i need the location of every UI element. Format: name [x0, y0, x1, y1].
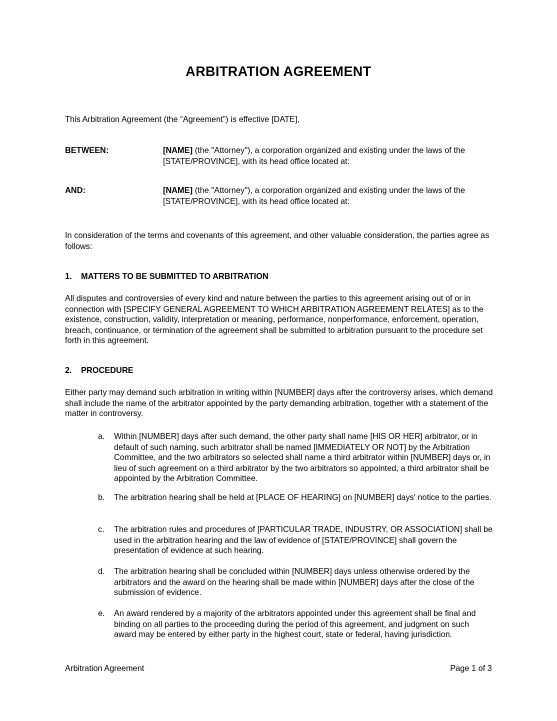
consideration-paragraph: In consideration of the terms and covenants of this agreement, and other valuable consideration, the parties agree as follows: [65, 231, 490, 251]
list-item-letter: d. [98, 567, 105, 576]
page-title: ARBITRATION AGREEMENT [185, 64, 372, 79]
section-1-body: All disputes and controversies of every kind and nature between the parties to this agreement arising out of or in connection with [SPECIFY GENERAL AGREEMENT TO WHICH ARBITRATION AGREEMENT RELATES] as to the existence, construction, validity, interpretation or meaning, performance, nonperformance, enforcement, operation, breach, continuance, or termination of the agreement shall be submitted to arbitration pursuant to the procedure set forth in this agreement. [65, 294, 484, 346]
section-2-number: 2. [65, 366, 72, 375]
and-name: [NAME] [163, 186, 193, 195]
list-item-letter: e. [98, 609, 105, 618]
list-item-text: The arbitration hearing shall be concluded within [NUMBER] days unless otherwise ordered by the arbitrators and the award on the hearing shall be made within [NUMBER] days after the close of the submission of evidence. [114, 567, 475, 598]
list-item-text: Within [NUMBER] days after such demand, the other party shall name [HIS OR HER] arbitrator, or in default of such naming, such arbitrator shall be named [IMMEDIATELY OR NOT] by the Arbitration Committee, and the two arbitrators so selected shall name a third arbitrator within [NUMBER] days or, in lieu of such agreement on a third arbitrator by the two arbitrators so appointed, a third arbitrator shall be appointed by the Arbitration Committee. [114, 432, 491, 484]
between-description: (the "Attorney"), a corporation organized and existing under the laws of the [STATE/PROVINCE], with its head office located at: [163, 146, 466, 166]
section-1-heading [65, 272, 268, 281]
and-description: (the "Attorney"), a corporation organized and existing under the laws of the [STATE/PROVINCE], with its head office located at: [163, 186, 466, 206]
intro-paragraph: This Arbitration Agreement (the “Agreement”) is effective [DATE], [65, 115, 300, 124]
list-item-text: The arbitration hearing shall be held at [PLACE OF HEARING] on [NUMBER] days' notice to the parties. [114, 493, 492, 502]
section-2-heading [65, 366, 133, 375]
between-label: BETWEEN: [65, 146, 109, 155]
section-1-number: 1. [65, 272, 72, 281]
between-name: [NAME] [163, 146, 193, 155]
section-1-title: MATTERS TO BE SUBMITTED TO ARBITRATION [81, 272, 269, 281]
section-2-body: Either party may demand such arbitration in writing within [NUMBER] days after the controversy arises, which demand shall include the name of the arbitrator appointed by the party demanding arbitration, together with a statement of the matter in controversy. [65, 388, 493, 419]
list-item-letter: c. [98, 525, 105, 534]
list-item-text: The arbitration rules and procedures of [PARTICULAR TRADE, INDUSTRY, OR ASSOCIATION] shall be used in the arbitration hearing and the law of evidence of [STATE/PROVINCE] shall govern the presentation of evidence at such hearing. [114, 525, 493, 556]
footer-page-number: Page 1 of 3 [450, 664, 492, 673]
section-2-title: PROCEDURE [81, 366, 134, 375]
list-item-letter: b. [98, 493, 105, 502]
list-item-letter: a. [98, 432, 105, 441]
and-label: AND: [65, 186, 86, 195]
and-party-text [163, 186, 493, 207]
between-party-text [163, 146, 493, 167]
list-item-text: An award rendered by a majority of the arbitrators appointed under this agreement shall be final and binding on all parties to the proceeding during the period of this agreement, and judgment on such award may be entered by either party in the highest court, state or federal, having jurisdiction. [114, 609, 476, 640]
footer-document-name: Arbitration Agreement [65, 664, 145, 673]
